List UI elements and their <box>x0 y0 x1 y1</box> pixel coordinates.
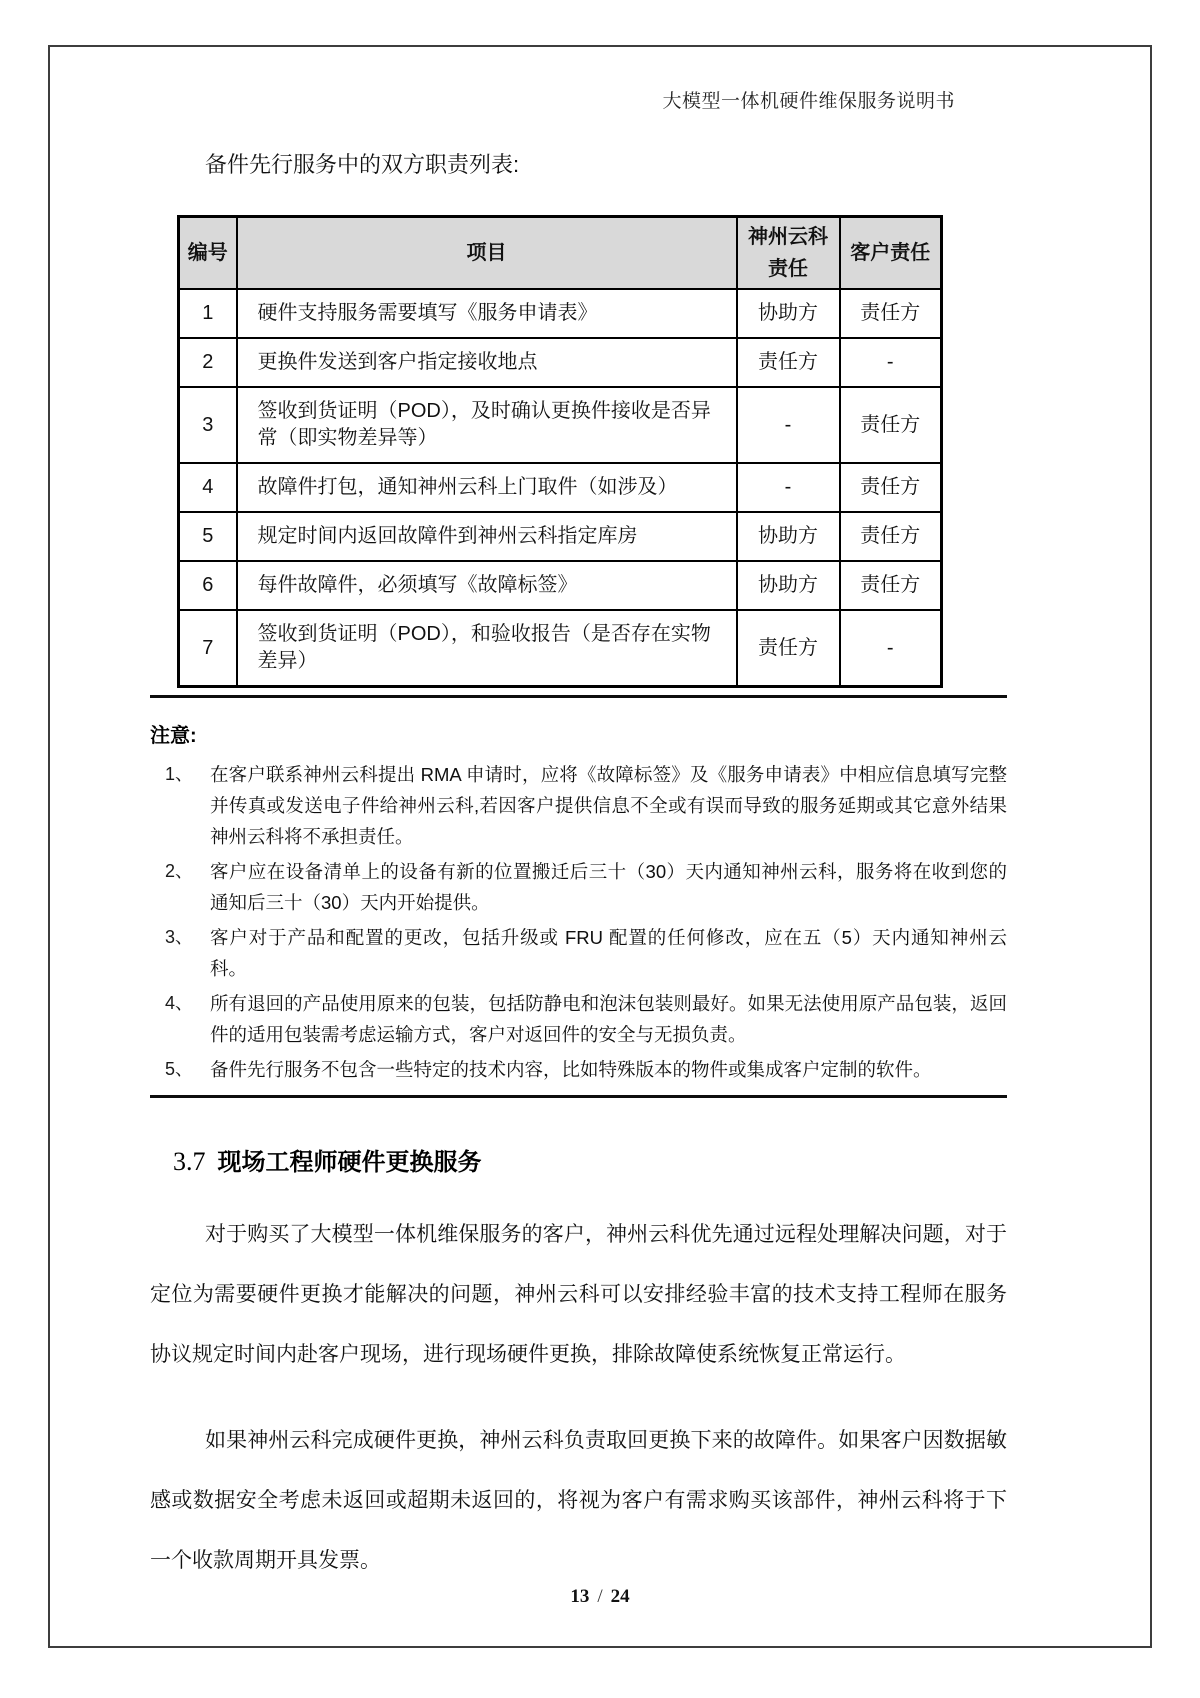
cell-item: 签收到货证明（POD），及时确认更换件接收是否异常（即实物差异等） <box>237 387 737 463</box>
cell-customer: - <box>840 610 942 687</box>
note-text: 客户应在设备清单上的设备有新的位置搬迁后三十（30）天内通知神州云科，服务将在收到您的通知后三十（30）天内开始提供。 <box>210 861 1007 913</box>
note-number: 3、 <box>165 927 194 947</box>
note-text: 在客户联系神州云科提出 RMA 申请时，应将《故障标签》及《服务申请表》中相应信息填写完整并传真或发送电子件给神州云科,若因客户提供信息不全或有误而导致的服务延期或其它意外结果神州云科将不承担责任。 <box>210 764 1007 847</box>
cell-item: 故障件打包，通知神州云科上门取件（如涉及） <box>237 463 737 512</box>
table-header-row <box>179 217 942 290</box>
list-item <box>150 759 1007 852</box>
page-header <box>662 86 955 113</box>
cell-item: 硬件支持服务需要填写《服务申请表》 <box>237 289 737 338</box>
responsibility-table <box>177 215 943 688</box>
note-number: 5、 <box>165 1059 194 1079</box>
section-title: 现场工程师硬件更换服务 <box>217 1149 482 1176</box>
cell-vendor: 责任方 <box>737 610 840 687</box>
cell-customer: 责任方 <box>840 561 942 610</box>
notes-label: 注意: <box>150 725 197 747</box>
cell-vendor: 责任方 <box>737 338 840 387</box>
table-row <box>179 289 942 338</box>
cell-no: 7 <box>179 610 237 687</box>
cell-no: 2 <box>179 338 237 387</box>
header-cell-vendor: 神州云科责任 <box>737 217 840 290</box>
table-row <box>179 610 942 687</box>
table-row <box>179 561 942 610</box>
page-footer <box>0 1586 1200 1608</box>
list-item <box>150 1054 1007 1085</box>
section-number: 3.7 <box>173 1147 206 1176</box>
header-cell-customer: 客户责任 <box>840 217 942 290</box>
table-row <box>179 463 942 512</box>
body-paragraph: 如果神州云科完成硬件更换，神州云科负责取回更换下来的故障件。如果客户因数据敏感或数据安全考虑未返回或超期未返回的，将视为客户有需求购买该部件，神州云科将于下一个收款周期开具发票。 <box>150 1429 1007 1572</box>
header-cell-no: 编号 <box>179 217 237 290</box>
list-item <box>150 856 1007 918</box>
table-row <box>179 512 942 561</box>
header-title: 大模型一体机硬件维保服务说明书 <box>662 91 955 112</box>
cell-no: 5 <box>179 512 237 561</box>
cell-customer: - <box>840 338 942 387</box>
cell-no: 4 <box>179 463 237 512</box>
cell-vendor: 协助方 <box>737 289 840 338</box>
section-heading <box>173 1142 1007 1177</box>
page-number-total: 24 <box>610 1586 630 1607</box>
cell-vendor: - <box>737 463 840 512</box>
cell-vendor: 协助方 <box>737 512 840 561</box>
cell-customer: 责任方 <box>840 387 942 463</box>
notes-list <box>150 759 1007 1085</box>
table-row <box>179 387 942 463</box>
body-paragraph: 对于购买了大模型一体机维保服务的客户，神州云科优先通过远程处理解决问题，对于定位为需要硬件更换才能解决的问题，神州云科可以安排经验丰富的技术支持工程师在服务协议规定时间内赴客户现场，进行现场硬件更换，排除故障使系统恢复正常运行。 <box>150 1223 1007 1366</box>
note-text: 客户对于产品和配置的更改，包括升级或 FRU 配置的任何修改，应在五（5）天内通知神州云科。 <box>210 927 1007 979</box>
cell-item: 更换件发送到客户指定接收地点 <box>237 338 737 387</box>
list-item <box>150 922 1007 984</box>
page-number-separator: / <box>597 1586 603 1607</box>
cell-customer: 责任方 <box>840 289 942 338</box>
note-number: 2、 <box>165 861 194 881</box>
cell-customer: 责任方 <box>840 463 942 512</box>
note-number: 1、 <box>165 764 194 784</box>
cell-item: 每件故障件，必须填写《故障标签》 <box>237 561 737 610</box>
cell-no: 6 <box>179 561 237 610</box>
note-text: 备件先行服务不包含一些特定的技术内容，比如特殊版本的物件或集成客户定制的软件。 <box>210 1059 932 1080</box>
list-item <box>150 988 1007 1050</box>
note-number: 4、 <box>165 993 194 1013</box>
cell-no: 1 <box>179 289 237 338</box>
header-cell-item: 项目 <box>237 217 737 290</box>
page-content <box>150 148 1007 1591</box>
section-divider <box>150 1095 1007 1098</box>
cell-vendor: - <box>737 387 840 463</box>
section-divider <box>150 695 1007 698</box>
cell-item: 规定时间内返回故障件到神州云科指定库房 <box>237 512 737 561</box>
page-number-current: 13 <box>570 1586 590 1607</box>
cell-customer: 责任方 <box>840 512 942 561</box>
cell-vendor: 协助方 <box>737 561 840 610</box>
note-text: 所有退回的产品使用原来的包装，包括防静电和泡沫包装则最好。如果无法使用原产品包装，返回件的适用包装需考虑运输方式，客户对返回件的安全与无损负责。 <box>210 993 1007 1045</box>
table-row <box>179 338 942 387</box>
cell-no: 3 <box>179 387 237 463</box>
table-caption: 备件先行服务中的双方职责列表: <box>205 152 520 177</box>
cell-item: 签收到货证明（POD），和验收报告（是否存在实物差异） <box>237 610 737 687</box>
